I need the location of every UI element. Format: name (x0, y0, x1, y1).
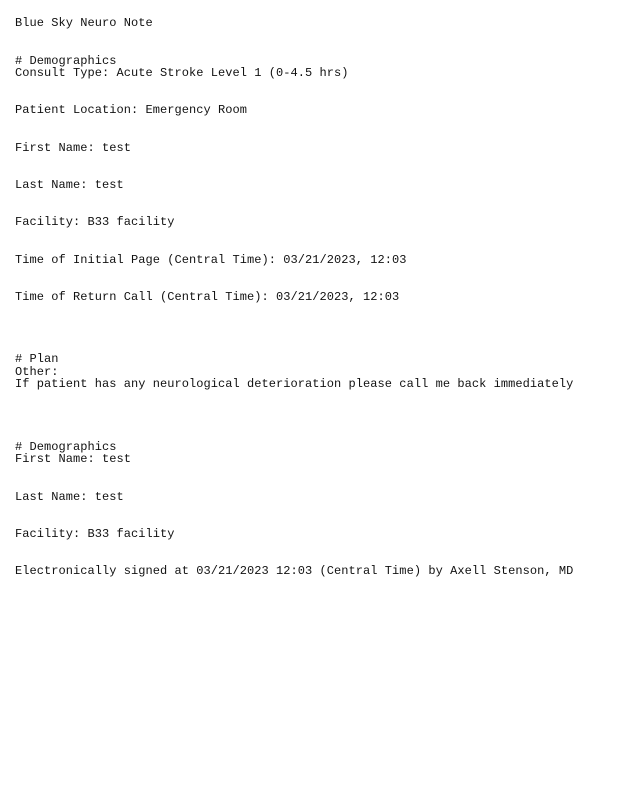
last-name-2: Last Name: test (15, 490, 124, 504)
first-name-2: First Name: test (15, 452, 132, 466)
first-name: First Name: test (15, 141, 132, 155)
return-call-time: Time of Return Call (Central Time): 03/21/2023, 12:03 (15, 290, 400, 304)
electronic-signature: Electronically signed at 03/21/2023 12:03 (Central Time) by Axell Stenson, MD (15, 564, 574, 578)
consult-type: Consult Type: Acute Stroke Level 1 (0-4.5 hrs) (15, 66, 349, 80)
facility-2: Facility: B33 facility (15, 527, 175, 541)
demographics-heading-2: # Demographics (15, 440, 117, 454)
patient-location: Patient Location: Emergency Room (15, 103, 248, 117)
plan-other-label: Other: (15, 365, 59, 379)
plan-heading: # Plan (15, 352, 59, 366)
note-title: Blue Sky Neuro Note (15, 16, 153, 30)
last-name: Last Name: test (15, 178, 124, 192)
facility: Facility: B33 facility (15, 215, 175, 229)
demographics-heading: # Demographics (15, 54, 117, 68)
plan-other-text: If patient has any neurological deterioration please call me back immediately (15, 377, 574, 391)
initial-page-time: Time of Initial Page (Central Time): 03/21/2023, 12:03 (15, 253, 407, 267)
